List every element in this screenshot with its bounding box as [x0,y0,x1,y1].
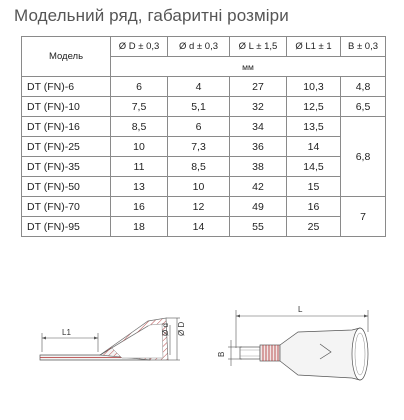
cell-L1: 15 [287,177,341,197]
header-d: Ø d ± 0,3 [168,37,230,57]
cell-D: 11 [111,157,168,177]
cell-model: DT (FN)-10 [22,97,111,117]
cell-L: 49 [230,197,287,217]
units-cell: мм [111,57,386,77]
header-model: Модель [22,37,111,77]
label-L: L [298,305,303,314]
label-L1: L1 [62,328,71,337]
cell-L: 34 [230,117,287,137]
cell-L1: 25 [287,217,341,237]
cell-L1: 13,5 [287,117,341,137]
header-L1: Ø L1 ± 1 [287,37,341,57]
cell-B-merged: 7 [341,197,386,237]
cell-d: 5,1 [168,97,230,117]
label-D: Ø D [177,321,186,336]
cell-D: 13 [111,177,168,197]
cell-D: 6 [111,77,168,97]
cell-L1: 10,3 [287,77,341,97]
cell-model: DT (FN)-6 [22,77,111,97]
cell-d: 7,3 [168,137,230,157]
page-title: Модельний ряд, габаритні розміри [14,6,289,25]
side-view-drawing [40,318,186,360]
cell-L: 42 [230,177,287,197]
cell-B: 6,5 [341,97,386,117]
cell-L1: 14,5 [287,157,341,177]
cell-d: 14 [168,217,230,237]
cell-D: 16 [111,197,168,217]
cell-D: 18 [111,217,168,237]
cell-model: DT (FN)-50 [22,177,111,197]
cell-L: 38 [230,157,287,177]
cell-B-merged: 6,8 [341,117,386,197]
header-B: B ± 0,3 [341,37,386,57]
cell-L: 55 [230,217,287,237]
cell-B: 4,8 [341,77,386,97]
cell-D: 8,5 [111,117,168,137]
cell-model: DT (FN)-35 [22,157,111,177]
label-B: B [217,351,226,357]
top-view-drawing [217,305,368,380]
cell-L: 36 [230,137,287,157]
cell-L: 32 [230,97,287,117]
cell-D: 10 [111,137,168,157]
cell-L1: 12,5 [287,97,341,117]
cell-L1: 16 [287,197,341,217]
cell-d: 12 [168,197,230,217]
cell-model: DT (FN)-16 [22,117,111,137]
cell-D: 7,5 [111,97,168,117]
cell-d: 8,5 [168,157,230,177]
cell-d: 6 [168,117,230,137]
cell-d: 4 [168,77,230,97]
cell-model: DT (FN)-70 [22,197,111,217]
header-L: Ø L ± 1,5 [230,37,287,57]
cell-model: DT (FN)-25 [22,137,111,157]
cell-d: 10 [168,177,230,197]
header-D: Ø D ± 0,3 [111,37,168,57]
cell-L: 27 [230,77,287,97]
cell-model: DT (FN)-95 [22,217,111,237]
label-d: Ø d [161,323,170,336]
cell-L1: 14 [287,137,341,157]
